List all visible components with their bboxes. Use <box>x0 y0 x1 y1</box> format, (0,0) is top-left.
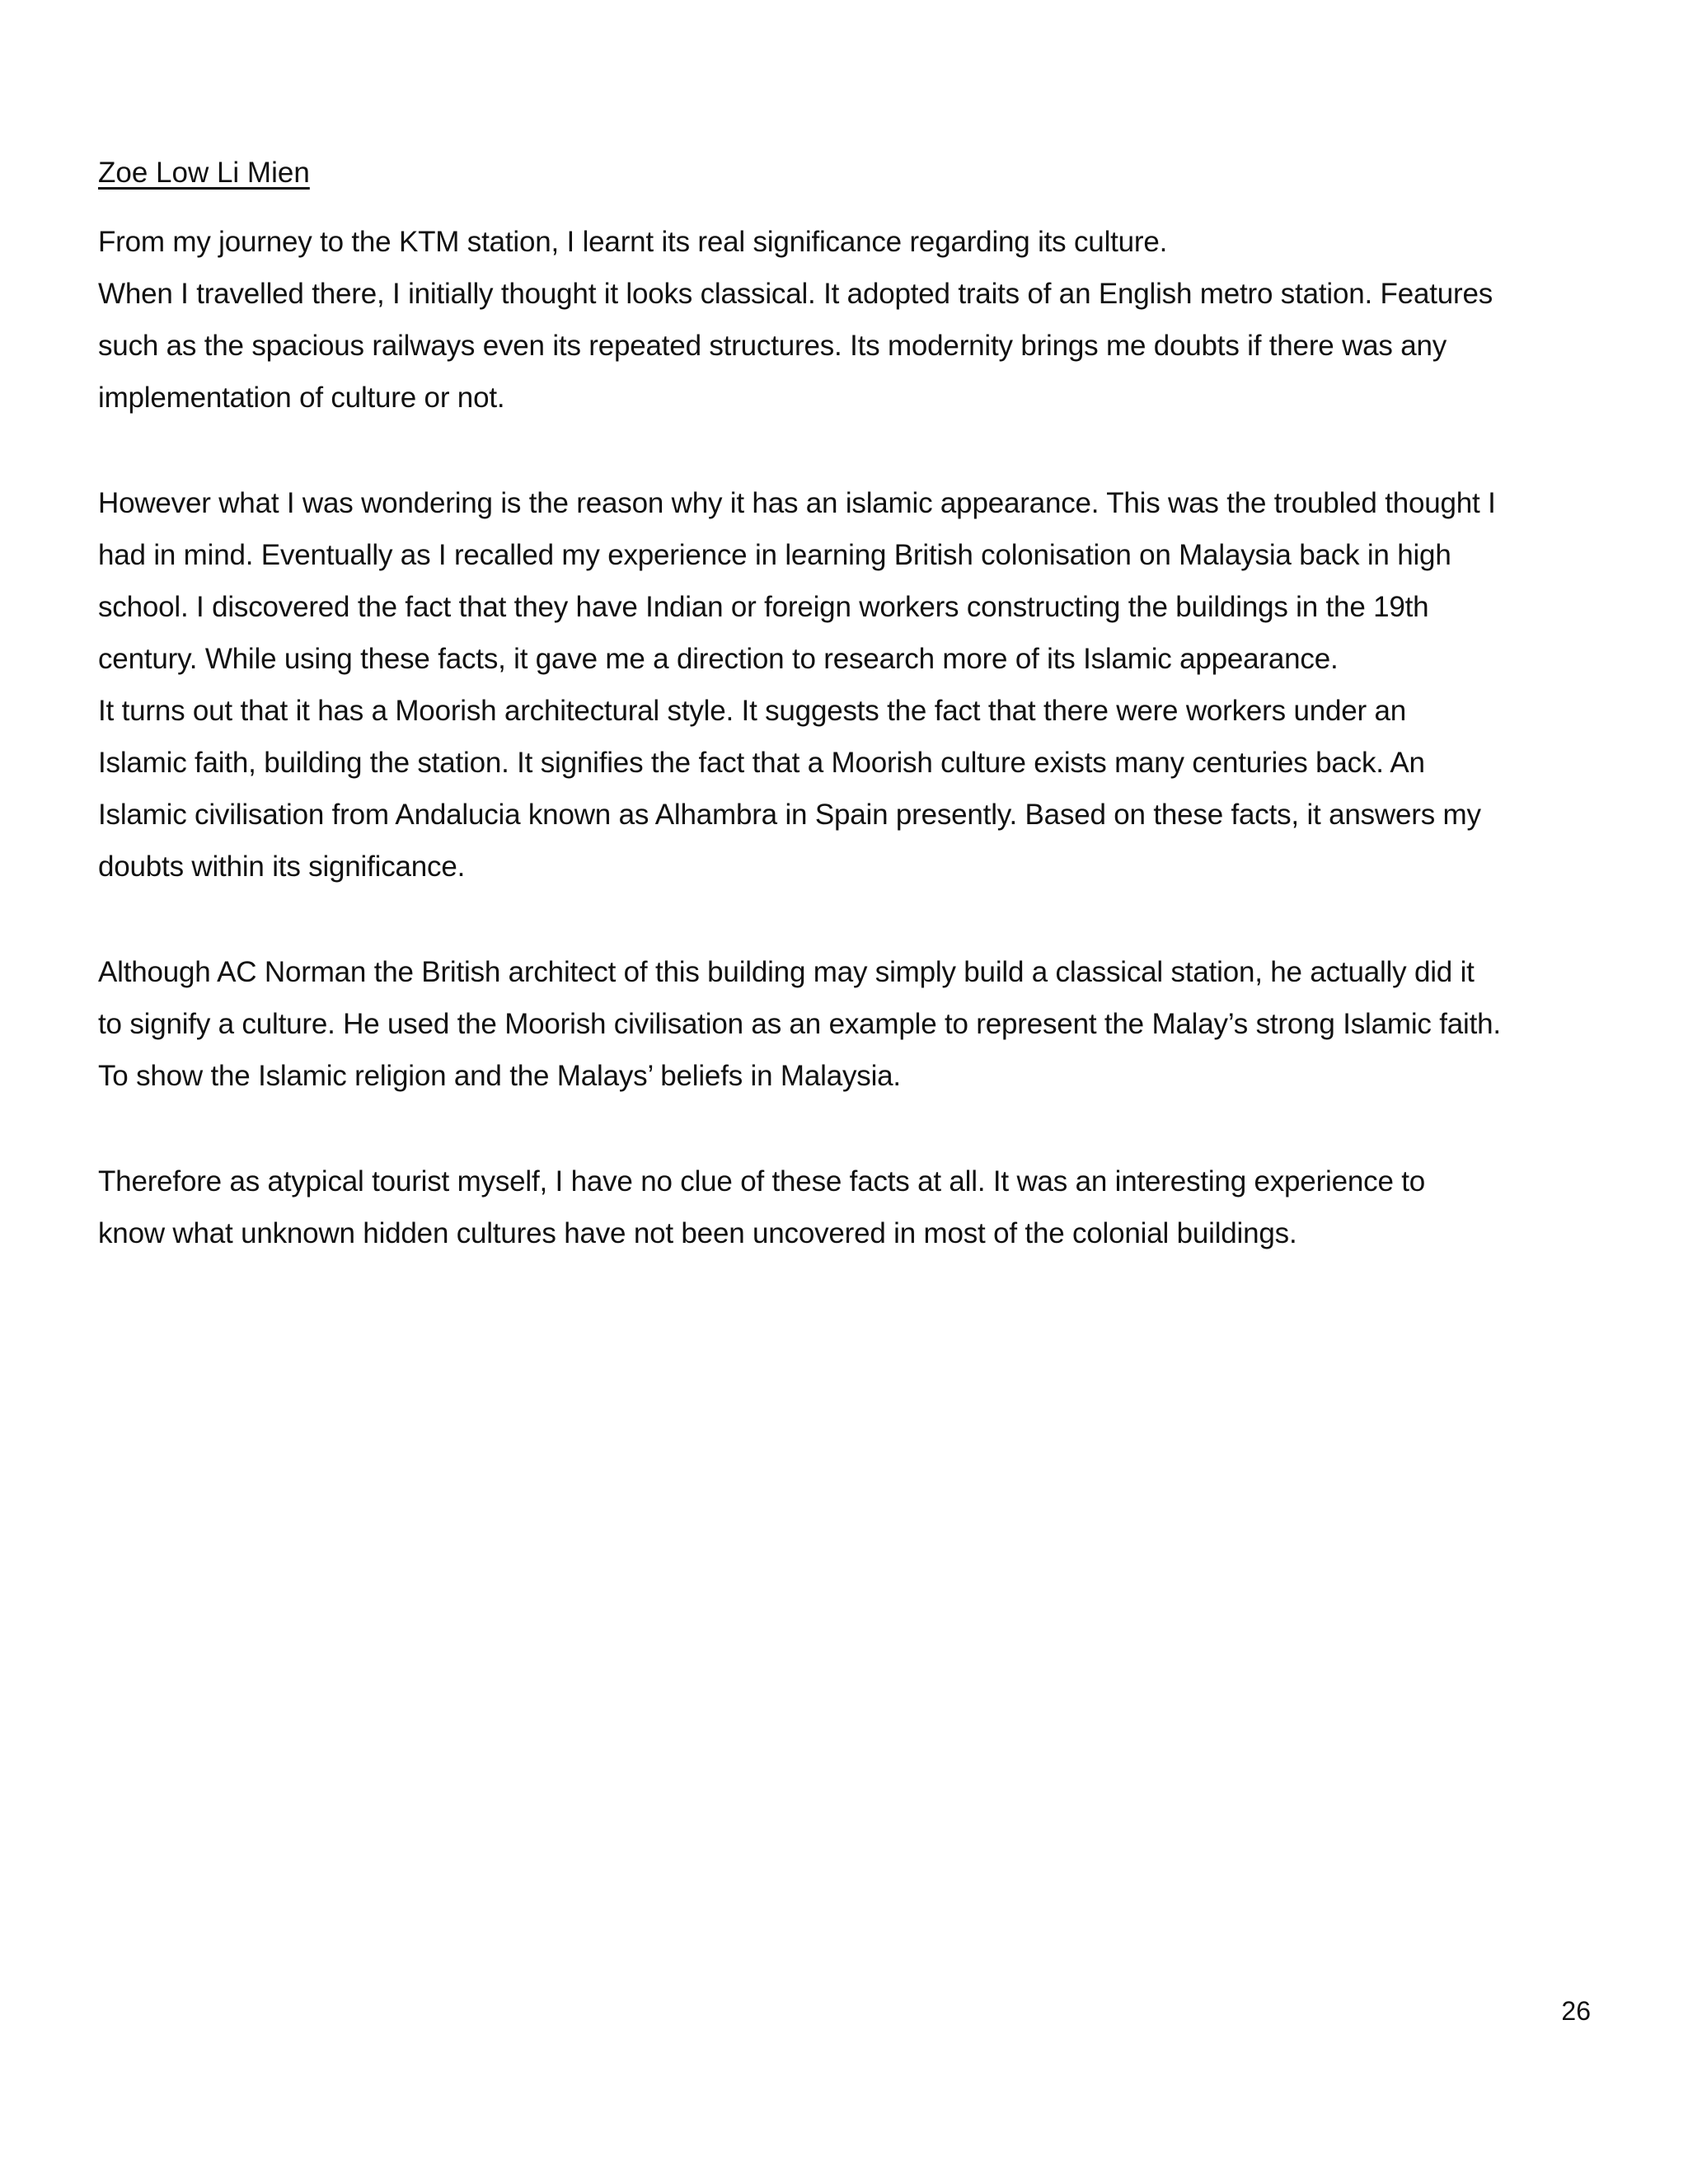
author-name: Zoe Low Li Mien <box>98 157 310 189</box>
text-line: implementation of culture or not. <box>98 382 505 414</box>
text-line: had in mind. Eventually as I recalled my experience in learning British colonisation on Malaysia back in high <box>98 539 1451 571</box>
text-line: such as the spacious railways even its repeated structures. Its modernity brings me doubts if there was any <box>98 330 1447 362</box>
text-line: It turns out that it has a Moorish architectural style. It suggests the fact that there were workers under an <box>98 695 1407 727</box>
text-line: Therefore as atypical tourist myself, I have no clue of these facts at all. It was an interesting experience to <box>98 1165 1426 1197</box>
text-line: to signify a culture. He used the Moorish civilisation as an example to represent the Malay’s strong Islamic faith. <box>98 1008 1501 1040</box>
text-line: Although AC Norman the British architect of this building may simply build a classical station, he actually did it <box>98 956 1475 988</box>
text-line: To show the Islamic religion and the Malays’ beliefs in Malaysia. <box>98 1060 901 1092</box>
text-line: know what unknown hidden cultures have not been uncovered in most of the colonial buildings. <box>98 1217 1297 1249</box>
text-line: doubts within its significance. <box>98 851 466 883</box>
text-line: century. While using these facts, it gave me a direction to research more of its Islamic appearance. <box>98 643 1339 675</box>
text-line: school. I discovered the fact that they have Indian or foreign workers constructing the buildings in the 19th <box>98 591 1429 623</box>
text-line: Islamic civilisation from Andalucia known as Alhambra in Spain presently. Based on these facts, it answers my <box>98 799 1481 831</box>
text-line: However what I was wondering is the reason why it has an islamic appearance. This was the troubled thought I <box>98 487 1496 519</box>
text-line: When I travelled there, I initially thought it looks classical. It adopted traits of an English metro station. Features <box>98 278 1493 310</box>
text-line: From my journey to the KTM station, I learnt its real significance regarding its culture. <box>98 226 1168 258</box>
page-number: 26 <box>1561 1996 1591 2026</box>
text-line: Islamic faith, building the station. It signifies the fact that a Moorish culture exists many centuries back. An <box>98 747 1425 779</box>
